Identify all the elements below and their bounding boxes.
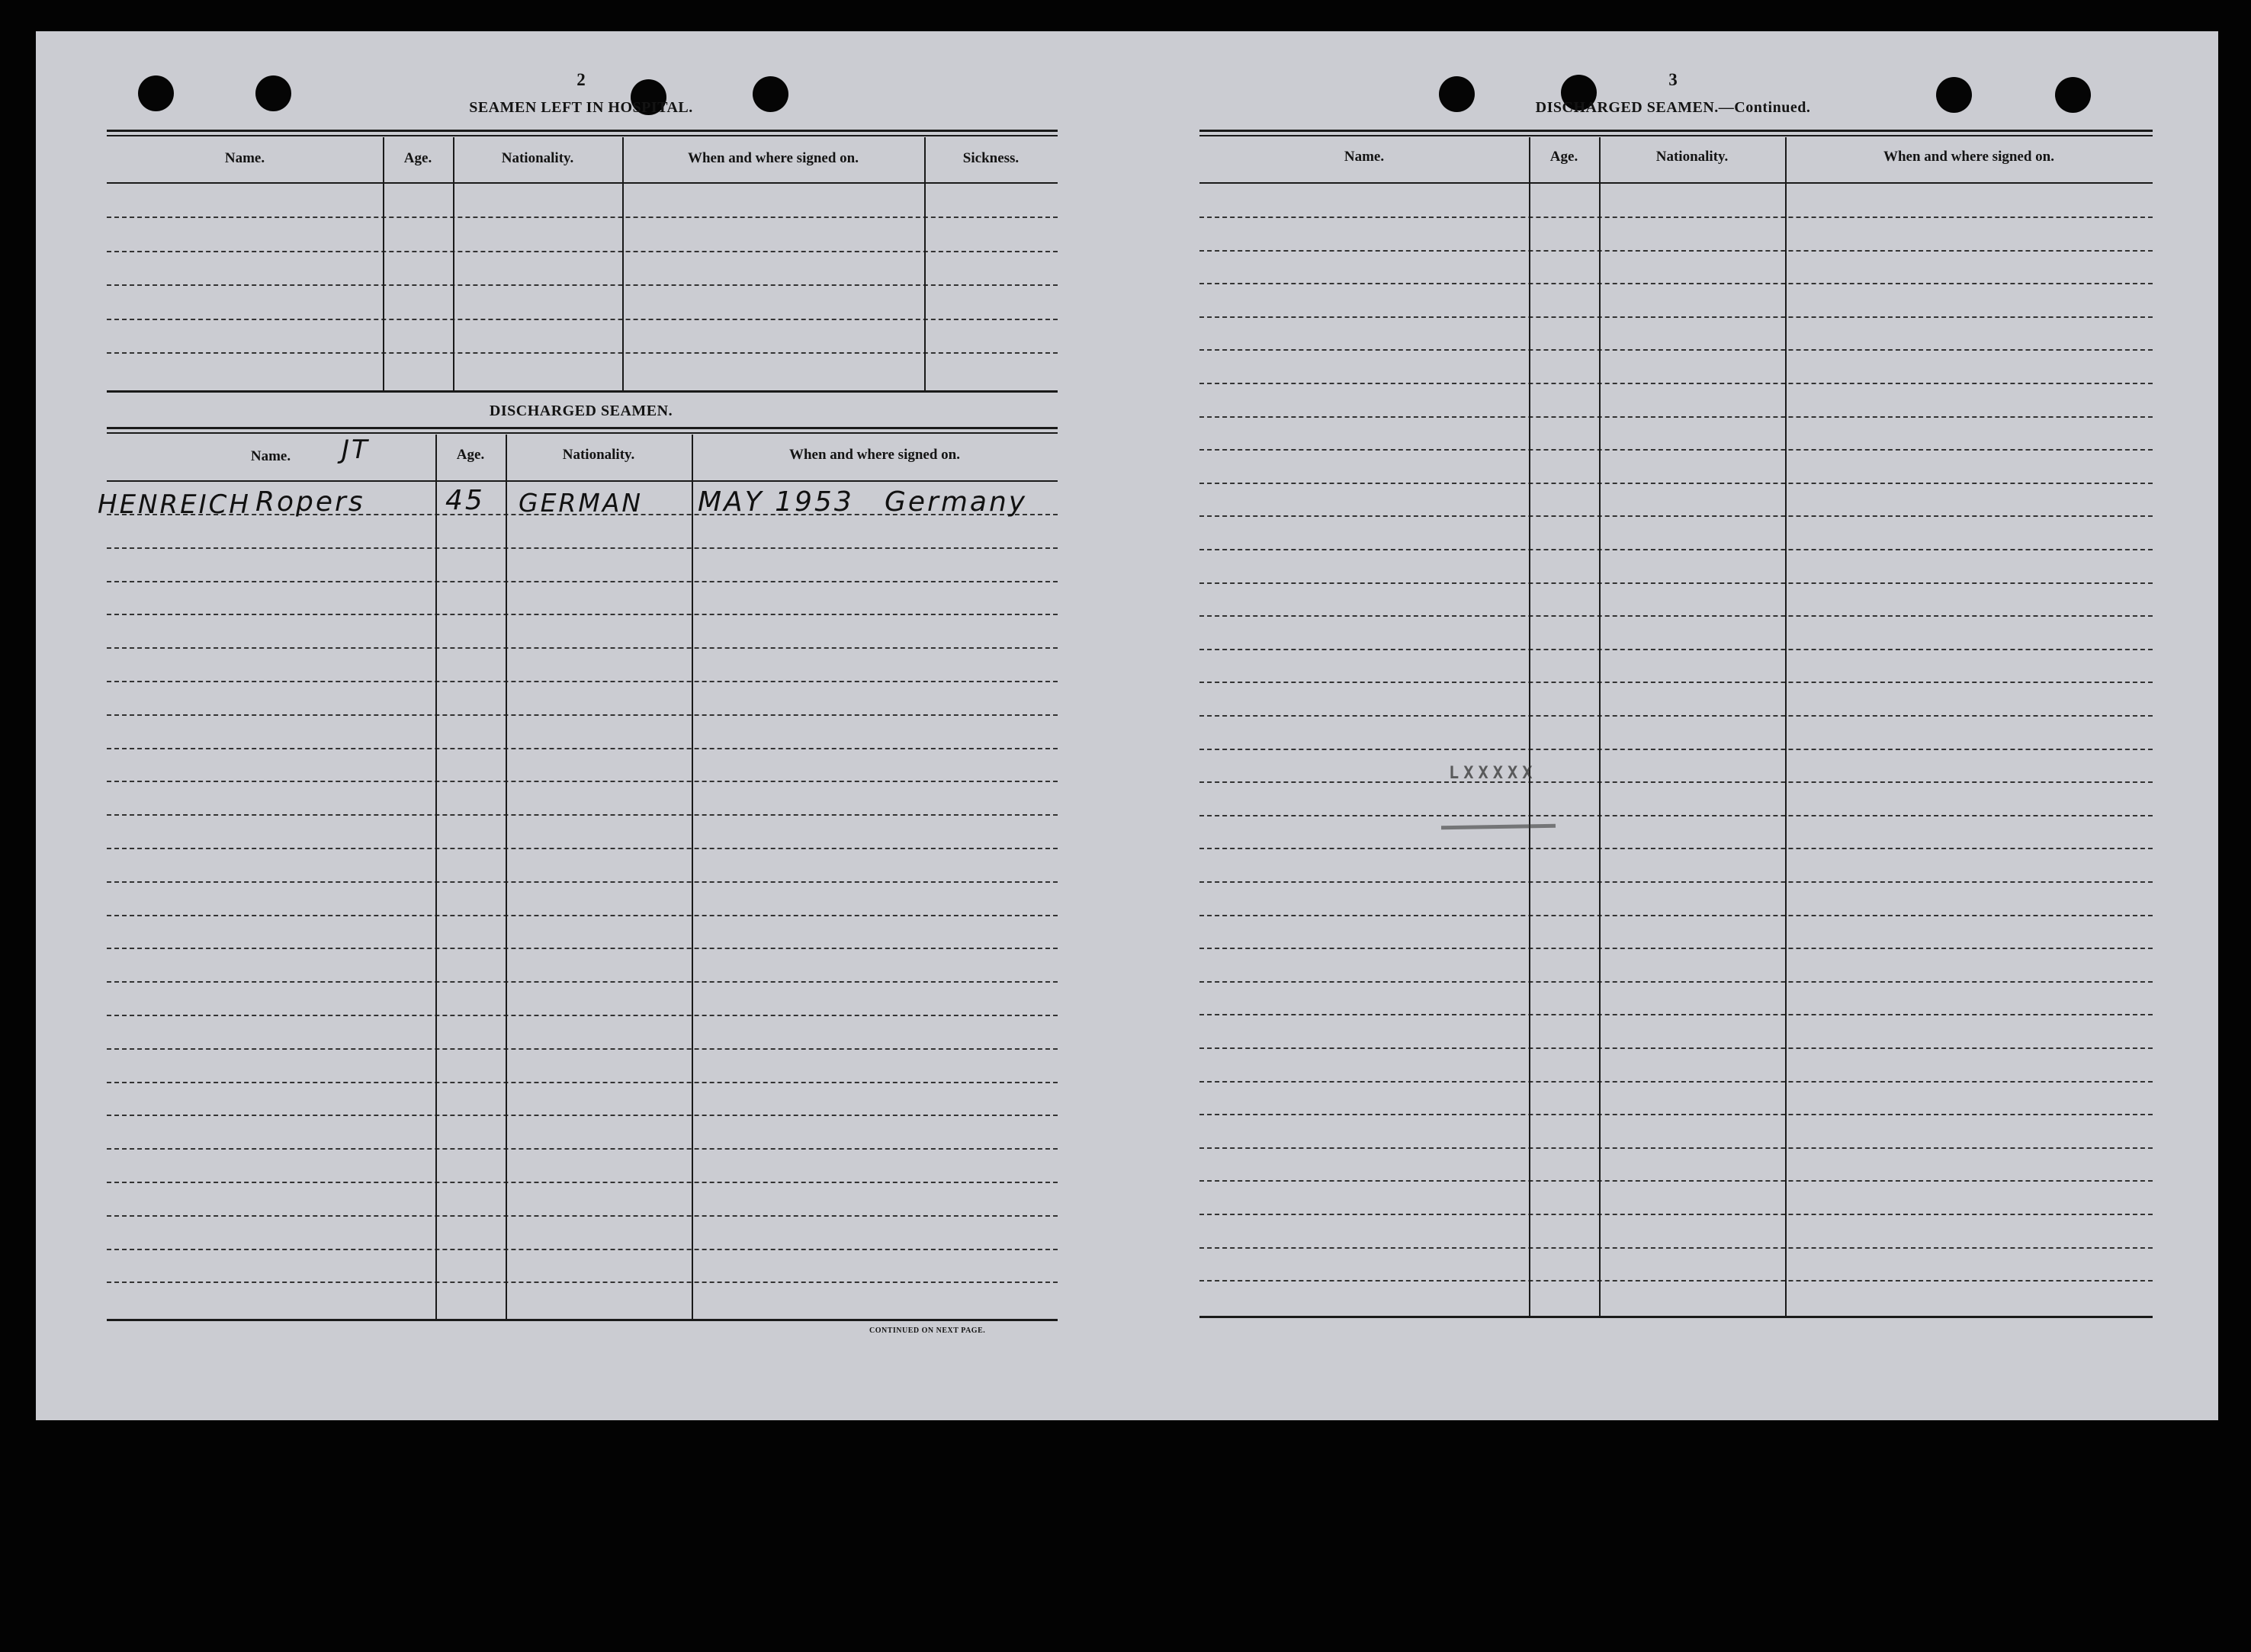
page-number-right: 3 [1668, 70, 1678, 89]
ruled-line [1199, 1114, 2153, 1115]
ruled-line [107, 1215, 1058, 1217]
ruled-line [1199, 1214, 2153, 1215]
hospital-table-top-rule [107, 130, 1058, 132]
ruled-line [1199, 981, 2153, 983]
ruled-line [1199, 349, 2153, 351]
ruled-line [107, 319, 1058, 320]
ruled-line [1199, 1180, 2153, 1182]
ruled-line [1199, 1280, 2153, 1282]
entry-date-signed: MAY 1953 [698, 486, 854, 518]
ruled-line [107, 217, 1058, 218]
ruled-line [1199, 682, 2153, 683]
binder-hole [2055, 77, 2091, 113]
ruled-line [1199, 781, 2153, 783]
right-col-age: Age. [1549, 149, 1578, 165]
ruled-line [1199, 649, 2153, 650]
discharged-col-signed-on: When and where signed on. [788, 447, 960, 463]
right-col-signed-on: When and where signed on. [1883, 149, 2054, 165]
ruled-line [107, 748, 1058, 749]
discharged-col-name: Name. [250, 448, 291, 464]
ruled-line [1199, 383, 2153, 384]
faint-stamp: LXXXXX [1449, 764, 1537, 783]
entry-nationality: GERMAN [519, 488, 644, 518]
binder-hole [255, 75, 291, 111]
binder-hole [138, 75, 174, 111]
hospital-col-name: Name. [224, 150, 265, 166]
entry-first-name: HENREICH [98, 489, 251, 520]
ruled-line [107, 352, 1058, 354]
ruled-line [107, 284, 1058, 286]
ruled-line [107, 881, 1058, 883]
ruled-line [107, 547, 1058, 549]
right-table-bottom-rule [1199, 1316, 2153, 1318]
discharged-table-top-rule [107, 427, 1058, 429]
ruled-line [107, 1115, 1058, 1116]
ruled-line [1199, 515, 2153, 517]
ruled-line [107, 1182, 1058, 1183]
ledger-sheet [36, 31, 2218, 1420]
ruled-line [1199, 449, 2153, 451]
right-col-name: Name. [1344, 149, 1385, 165]
ruled-line [1199, 582, 2153, 584]
ruled-line [107, 1148, 1058, 1150]
binder-hole [753, 76, 788, 112]
ruled-line [107, 1048, 1058, 1050]
ruled-line [1199, 1047, 2153, 1049]
entry-place-signed: Germany [885, 486, 1028, 518]
ruled-line [1199, 483, 2153, 484]
ruled-line [1199, 848, 2153, 849]
discharged-continued-title: DISCHARGED SEAMEN.—Continued. [1535, 99, 1811, 116]
ruled-line [107, 1282, 1058, 1283]
ruled-line [1199, 549, 2153, 550]
hospital-col-nationality: Nationality. [501, 150, 574, 166]
discharged-col-age: Age. [456, 447, 485, 463]
ruled-line [107, 1015, 1058, 1016]
ruled-line [107, 647, 1058, 649]
ruled-line [107, 581, 1058, 582]
ruled-line [1199, 1081, 2153, 1083]
ruled-line [1199, 915, 2153, 916]
discharged-section-title: DISCHARGED SEAMEN. [489, 403, 673, 419]
hospital-col-age: Age. [403, 150, 432, 166]
entry-last-name: Ropers [255, 486, 365, 518]
binder-hole [1936, 77, 1972, 113]
discharged-table-bottom-rule [107, 1319, 1058, 1321]
ruled-line [107, 1249, 1058, 1250]
handwritten-initials: JT [342, 435, 370, 465]
ruled-line [1199, 416, 2153, 418]
ruled-line [107, 251, 1058, 252]
page-number-left: 2 [576, 70, 586, 89]
hospital-header-rule [107, 182, 1058, 184]
ruled-line [1199, 283, 2153, 284]
ruled-line [1199, 1147, 2153, 1149]
ruled-line [1199, 615, 2153, 617]
ruled-line [107, 948, 1058, 949]
discharged-col-nationality: Nationality. [562, 447, 635, 463]
ruled-line [107, 915, 1058, 916]
ruled-line [1199, 881, 2153, 883]
right-table-top-rule [1199, 130, 2153, 132]
ruled-line [1199, 948, 2153, 949]
ruled-line [1199, 316, 2153, 318]
ruled-line [107, 781, 1058, 782]
ruled-line [1199, 217, 2153, 218]
ruled-line [107, 848, 1058, 849]
ruled-line [107, 681, 1058, 682]
ruled-line [1199, 1014, 2153, 1015]
ruled-line [107, 614, 1058, 615]
ruled-line [1199, 749, 2153, 750]
continued-footer: CONTINUED ON NEXT PAGE. [869, 1326, 986, 1335]
binder-hole [1439, 76, 1475, 112]
ruled-line [107, 1082, 1058, 1083]
hospital-col-sickness: Sickness. [962, 150, 1020, 166]
ruled-line [1199, 715, 2153, 717]
right-header-rule [1199, 182, 2153, 184]
hospital-table-bottom-rule [107, 390, 1058, 393]
right-col-nationality: Nationality. [1655, 149, 1729, 165]
hospital-section-title: SEAMEN LEFT IN HOSPITAL. [469, 99, 693, 116]
hospital-col-signed-on: When and where signed on. [687, 150, 859, 166]
ruled-line [107, 981, 1058, 983]
entry-age: 45 [445, 485, 485, 516]
ruled-line [1199, 1247, 2153, 1249]
discharged-header-rule [107, 480, 1058, 482]
ruled-line [107, 814, 1058, 816]
ruled-line [1199, 815, 2153, 816]
ruled-line [1199, 250, 2153, 252]
ruled-line [107, 714, 1058, 716]
